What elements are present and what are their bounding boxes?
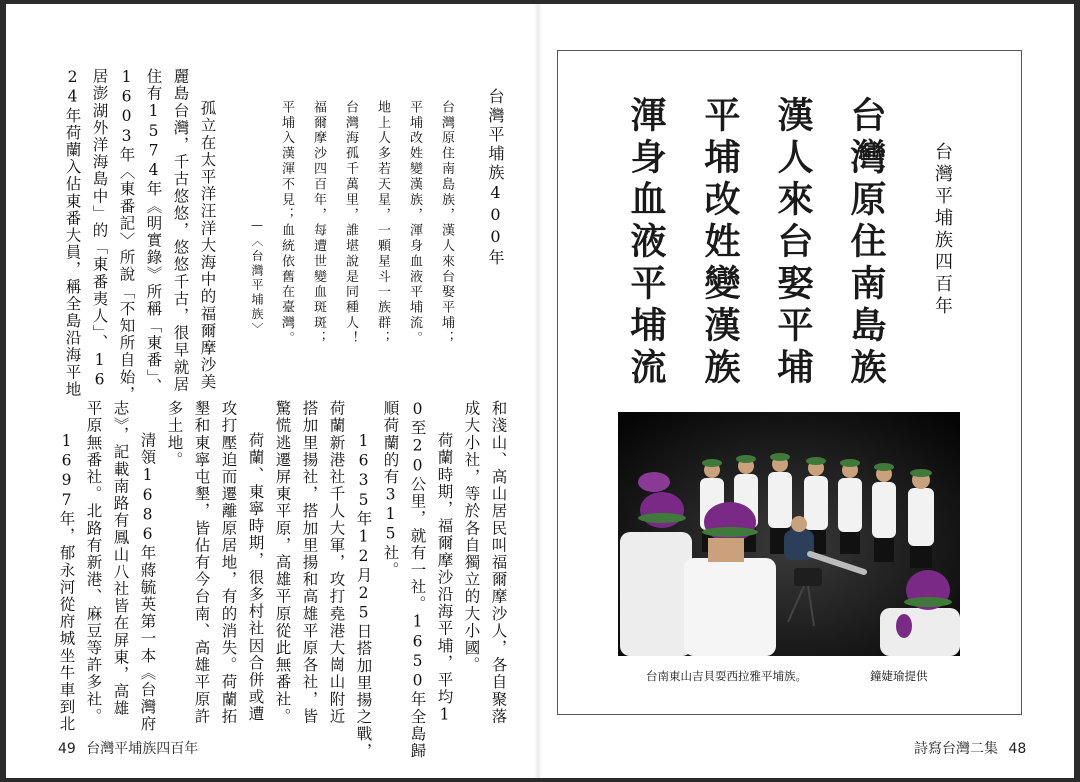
prose-column-5: 居澎湖外洋海島中」的「東番夷人」、16 <box>90 68 109 391</box>
poem-line-3: 地上人多若天星，一顆星斗一族群； <box>375 100 390 347</box>
prose-column-14: 搭加里揚社，搭加里揚和高雄平原各社，皆 <box>300 400 319 725</box>
prose-column-6: 24年荷蘭入佔東番大員，稱全島沿海平地 <box>63 68 82 398</box>
poem-attribution: —〈台灣平埔族〉 <box>250 218 264 337</box>
poem-line-5: 福爾摩沙四百年，每遭世變血斑斑； <box>311 100 326 347</box>
frame-title: 台灣平埔族四百年 <box>932 142 953 318</box>
left-folio <box>58 738 198 758</box>
poem-title: 台灣平埔族400年 <box>486 88 505 268</box>
page-gutter <box>534 4 542 778</box>
poem-line-4: 台灣海孤千萬里，誰堪說是同種人！ <box>343 100 358 347</box>
left-page-number: 49 <box>58 741 76 757</box>
right-folio <box>914 738 1026 758</box>
prose-column-15: 驚慌逃遷屏東平原，高雄平原從此無番社。 <box>273 400 292 725</box>
prose-column-23: 1697年，郁永河從府城坐牛車到北 <box>57 432 76 733</box>
dancers-photo-illustration <box>618 412 960 656</box>
right-page-number: 48 <box>1008 741 1027 757</box>
left-running-title: 台灣平埔族四百年 <box>86 741 199 757</box>
prose-column-11: 順荷蘭的有315社。 <box>381 400 400 579</box>
poem-line-2: 平埔改姓變漢族，渾身血液平埔流。 <box>407 100 422 347</box>
prose-column-21: 志》，記載南路有鳳山八社皆在屏東，高雄 <box>111 400 130 718</box>
right-running-title: 詩寫台灣二集 <box>914 741 998 757</box>
prose-column-20: 清領1686年蔣毓英第一本《台灣府 <box>138 432 157 733</box>
photo-caption: 台南東山吉貝耍西拉雅平埔族。 <box>646 669 807 683</box>
calligraphy-column-2: 漢人來台娶平埔 <box>772 96 814 390</box>
poem-line-1: 台灣原住南島族，漢人來台娶平埔； <box>439 100 454 347</box>
prose-column-7: 和淺山、高山居民叫福爾摩沙人，各自聚落 <box>489 400 508 725</box>
prose-column-22: 平原無番社。北路有新港、麻豆等許多社。 <box>84 400 103 725</box>
prose-column-10: 0至20公里，就有一社。1650年全島歸 <box>408 400 427 760</box>
poem-line-6: 平埔入漢渾不見；血統依舊在臺灣。 <box>279 100 294 347</box>
calligraphy-column-3: 平埔改姓變漢族 <box>699 96 741 390</box>
prose-column-17: 攻打壓迫而遷離原居地，有的消失。荷蘭拓 <box>219 400 238 725</box>
prose-column-4: 1603年〈東番記〉所說「不知所自始， <box>117 68 136 403</box>
prose-column-13: 荷蘭新港社千人大軍，攻打堯港大崗山附近 <box>327 400 346 725</box>
calligraphy-column-1: 台灣原住南島族 <box>845 96 887 390</box>
prose-column-12: 1635年12月25日搭加里揚之戰， <box>354 432 373 760</box>
prose-column-18: 墾和東寧屯墾，皆佔有今台南、高雄平原許 <box>192 400 211 725</box>
prose-column-9: 荷蘭時期，福爾摩沙沿海平埔，平均1 <box>435 432 454 726</box>
calligraphy-column-4: 渾身血液平埔流 <box>625 96 667 390</box>
prose-column-3: 住有1574年《明實錄》所稱「東番」、 <box>144 68 163 396</box>
prose-column-2: 麗島台灣，千古悠悠，悠悠千古，很早就居 <box>171 68 190 393</box>
prose-column-19: 多土地。 <box>165 400 184 469</box>
photo-credit: 鐘婕瑜提供 <box>870 669 928 683</box>
prose-column-16: 荷蘭、東寧時期，很多村社因合併或遭 <box>246 432 265 723</box>
prose-column-1: 孤立在太平洋汪洋大海中的福爾摩沙美 <box>198 100 217 391</box>
dancers-photo <box>618 412 960 656</box>
prose-column-8: 成大小社，等於各自獨立的大小國。 <box>462 400 481 674</box>
